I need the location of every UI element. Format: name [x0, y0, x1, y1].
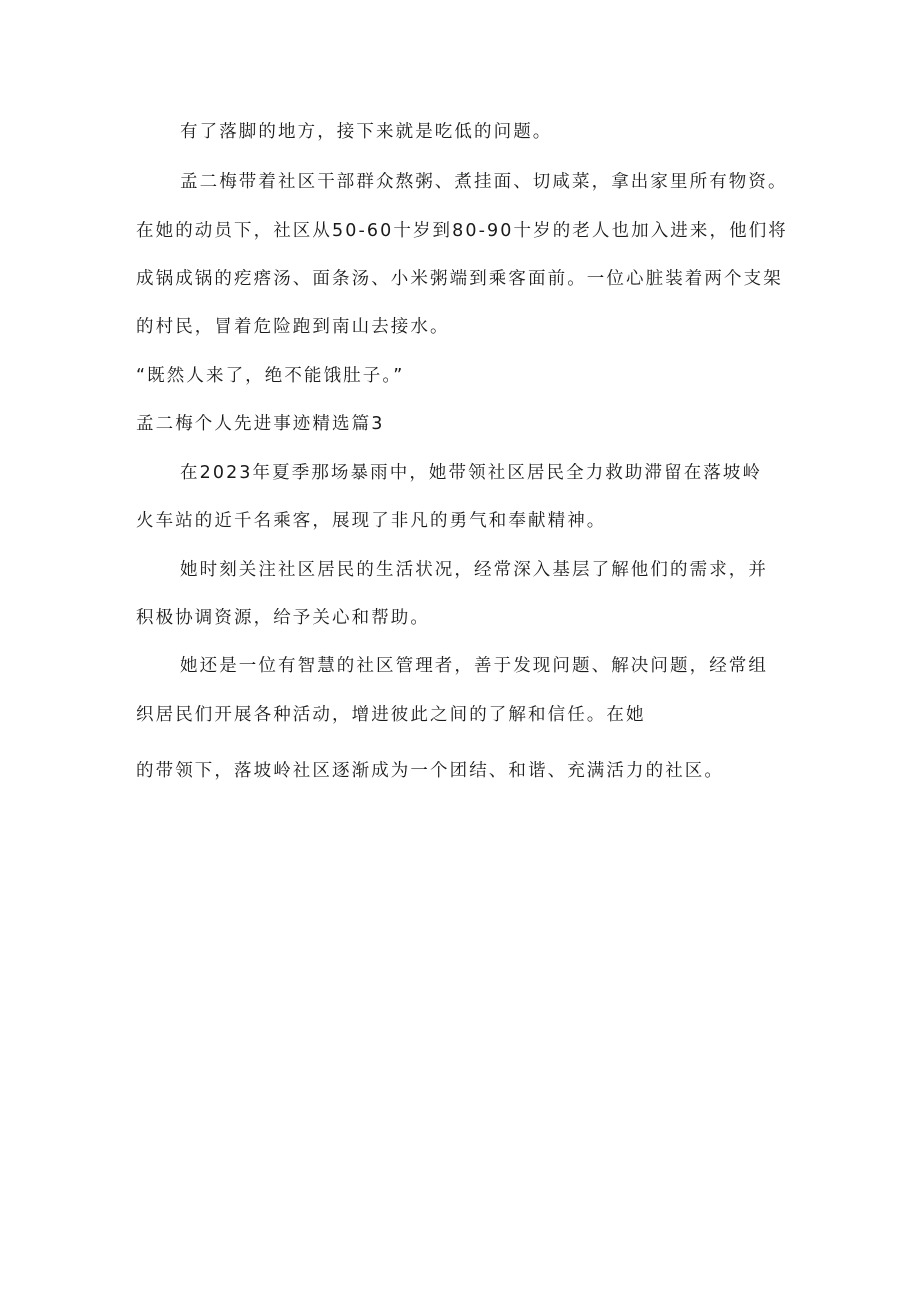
paragraph-line: 她还是一位有智慧的社区管理者，善于发现问题、解决问题，经常组 — [180, 656, 768, 676]
paragraph-line: 火车站的近千名乘客，展现了非凡的勇气和奉献精神。 — [136, 511, 607, 531]
paragraph-line: 在2023年夏季那场暴雨中，她带领社区居民全力救助滞留在落坡岭 — [180, 463, 763, 483]
paragraph-line: 孟二梅带着社区干部群众熬粥、煮挂面、切咸菜，拿出家里所有物资。 — [180, 172, 788, 192]
section-heading: 孟二梅个人先进事迹精选篇3 — [136, 414, 385, 434]
paragraph-line: 成锅成锅的疙瘩汤、面条汤、小米粥端到乘客面前。一位心脏装着两个支架 — [136, 269, 783, 289]
paragraph-line: 积极协调资源，给予关心和帮助。 — [136, 608, 430, 628]
paragraph-line: 她时刻关注社区居民的生活状况，经常深入基层了解他们的需求，并 — [180, 560, 768, 580]
quote-line: “既然人来了，绝不能饿肚子。” — [136, 366, 405, 386]
paragraph-line: 的带领下，落坡岭社区逐渐成为一个团结、和谐、充满活力的社区。 — [136, 761, 724, 781]
paragraph-line: 在她的动员下，社区从50-60十岁到80-90十岁的老人也加入进来，他们将 — [136, 221, 788, 241]
paragraph-line: 织居民们开展各种活动，增进彼此之间的了解和信任。在她 — [136, 705, 646, 725]
paragraph-line: 有了落脚的地方，接下来就是吃低的问题。 — [180, 122, 553, 142]
paragraph-line: 的村民，冒着危险跑到南山去接水。 — [136, 317, 450, 337]
